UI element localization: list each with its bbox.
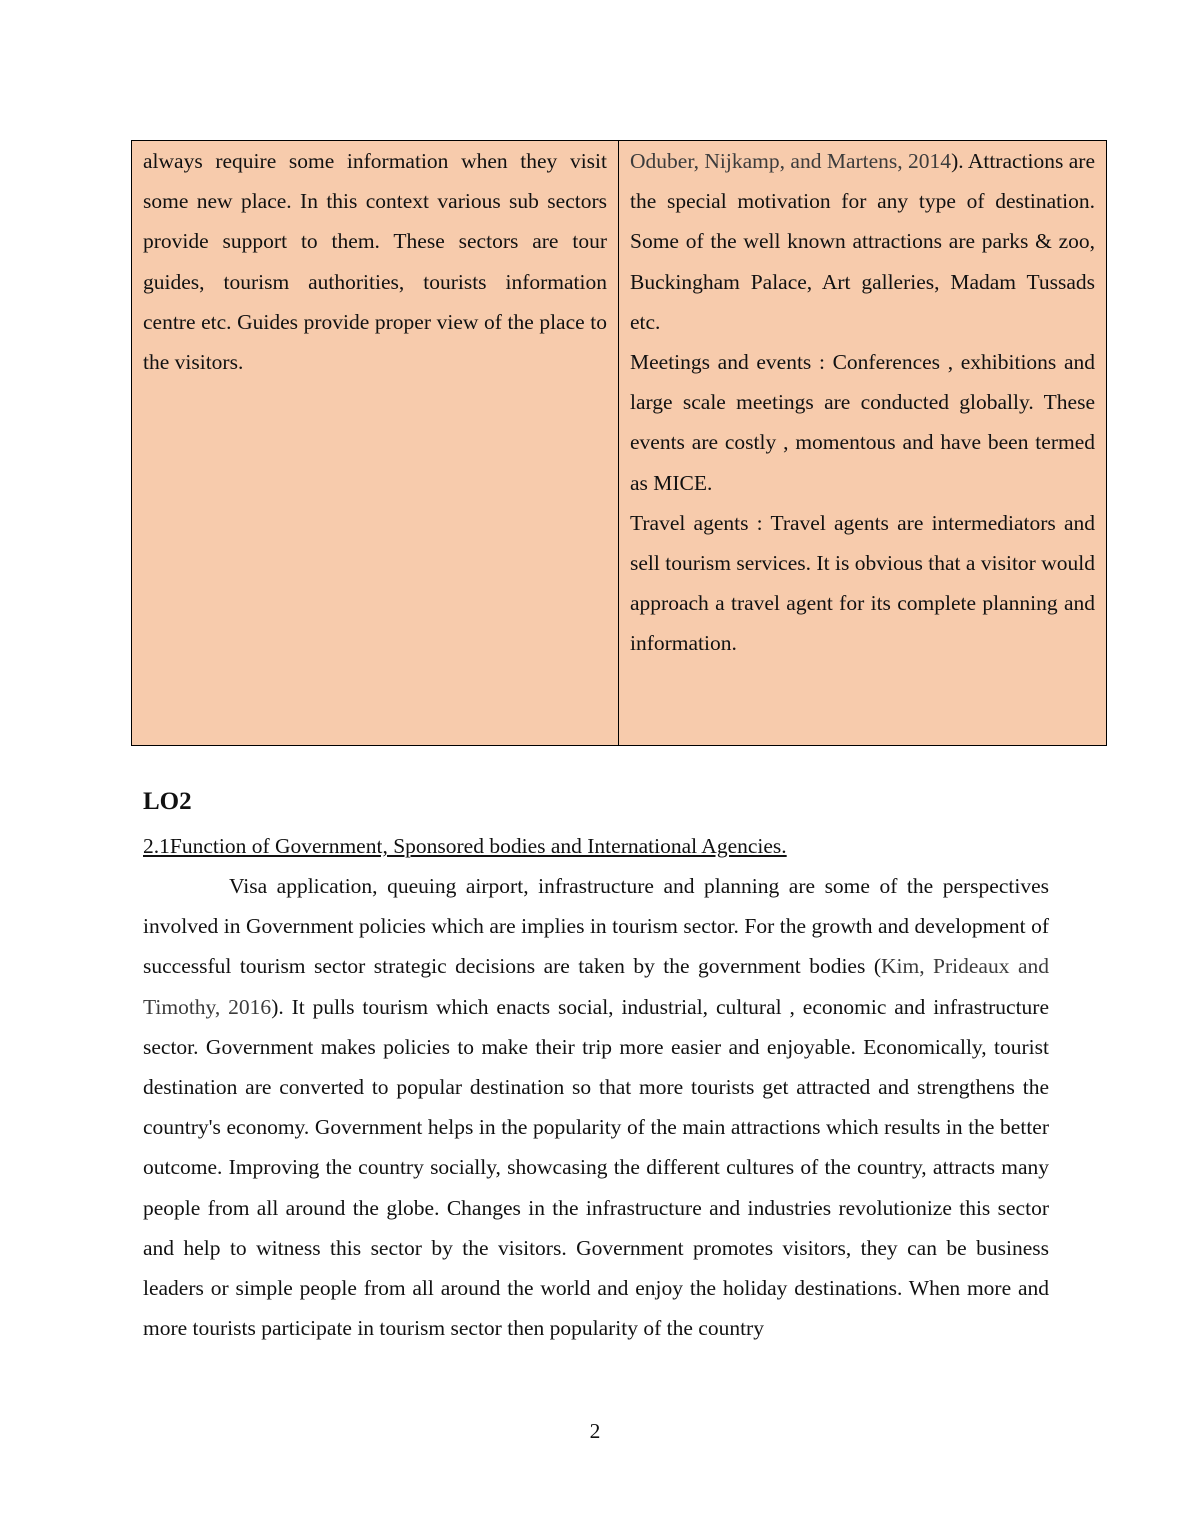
table-cell-left (132, 141, 619, 746)
citation-close: ). (951, 149, 964, 173)
table-cell-right (619, 141, 1107, 746)
citation: Kim, Prideaux and Timothy, 2016 (143, 954, 1049, 1019)
body-text-end: ). It pulls tourism which enacts social, industrial, cultural , economic and infrastructure sector. Government makes policies to make their trip more easier and enjoyable. Economically, tourist destination are converted to popular destination so that more tourists get attracted and strengthens the country's economy. Government helps in the popularity of the main attractions which results in the better outcome. Improving the country socially, showcasing the different cultures of the country, attracts many people from all around the globe. Changes in the infrastructure and industries revolutionize this sector and help to witness this sector by the visitors. Government promotes visitors, they can be business leaders or simple people from all around the world and enjoy the holiday destinations. When more and more tourists participate in tourism sector then popularity of the country (143, 994, 1050, 1341)
page-number: 2 (589, 1419, 601, 1443)
content-table (131, 140, 1107, 746)
right-cell-paragraph-attractions (630, 141, 1095, 342)
right-cell-paragraph-travel-agents: Travel agents : Travel agents are intermediators and sell tourism services. It is obvious that a visitor would approach a travel agent for its complete planning and information. (630, 510, 1095, 656)
citation: Oduber, Nijkamp, and Martens, 2014 (630, 149, 952, 173)
attractions-text: Attractions are the special motivation for any type of destination. Some of the well known attractions are parks & zoo, Buckingham Palace, Art galleries, Madam Tussads etc. (630, 149, 1095, 334)
section-heading: LO2 (143, 788, 192, 815)
body-paragraph (143, 866, 1049, 1348)
left-cell-paragraph: always require some information when they visit some new place. In this context various sub sectors provide support to them. These sectors are tour guides, tourism authorities, tourists information centre etc. Guides provide proper view of the place to the visitors. (143, 149, 607, 375)
body-text-start: Visa application, queuing airport, infrastructure and planning are some of the perspectives involved in Government policies which are implies in tourism sector. For the growth and development of successful tourism sector strategic decisions are taken by the government bodies ( (143, 874, 1049, 979)
right-cell-paragraph-meetings: Meetings and events : Conferences , exhibitions and large scale meetings are conducted globally. These events are costly , momentous and have been termed as MICE. (630, 350, 1095, 495)
section-subheading: 2.1Function of Government, Sponsored bodies and International Agencies. (143, 834, 787, 858)
table-row (132, 141, 1107, 746)
